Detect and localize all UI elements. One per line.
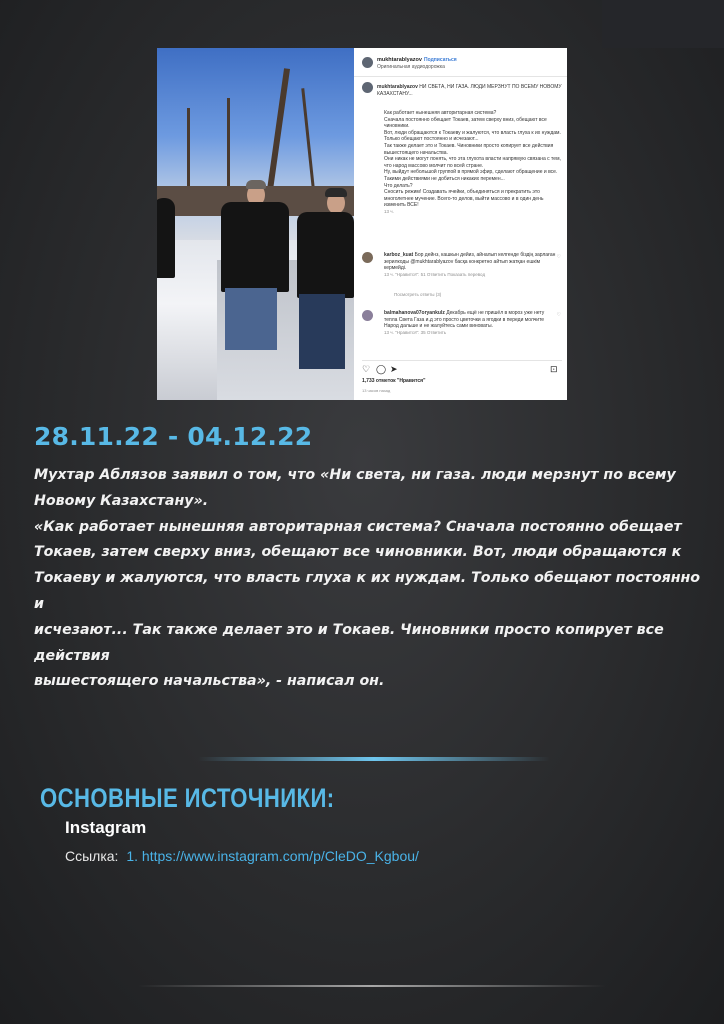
comment bbox=[384, 310, 556, 336]
bookmark-icon[interactable]: ⊡ bbox=[550, 364, 558, 374]
post-username[interactable]: mukhtarablyazov bbox=[377, 57, 422, 63]
article-line: Токаеву и жалуются, что власть глуха к их нуждам. Только обещают постоянно и bbox=[34, 570, 701, 612]
comment-avatar[interactable] bbox=[362, 310, 373, 321]
corner-block bbox=[602, 0, 724, 48]
link-label: Ссылка: bbox=[65, 848, 119, 864]
date-range: 28.11.22 - 04.12.22 bbox=[34, 422, 313, 451]
article-line: «Как работает нынешняя авторитарная система? Сначала постоянно обещает bbox=[34, 518, 682, 535]
caption-line: Сносить режим! Создавать ячейки, объединяться и прекратить это многолетнее мучение. Всего-то делов, выйти массово и в один день изменить ВСЕ! bbox=[384, 189, 544, 209]
post-photo bbox=[157, 48, 354, 400]
caption-username[interactable]: mukhtarablyazov bbox=[377, 84, 418, 90]
comment-text: Бор дейнз, кашкын дейиз, айналып келгенде біздің зарлаған зерилкоды @mukhtarablyazov басқа конкретно айтып жатқан ешкім кермейді. bbox=[384, 252, 556, 272]
article-line: вышестоящего начальства», - написал он. bbox=[34, 673, 385, 690]
post-subtitle: Оригинальная аудиодорожка bbox=[377, 64, 445, 70]
article-line: Токаев, затем сверху вниз, обещают все чиновники. Вот, люди обращаются к bbox=[34, 544, 682, 561]
sources-heading: ОСНОВНЫЕ ИСТОЧНИКИ: bbox=[40, 783, 335, 813]
follow-button[interactable]: Подписаться bbox=[424, 57, 457, 63]
comment-username[interactable]: karboz_kuat bbox=[384, 252, 414, 258]
comment-text: Декабрь ещё не пришёл в мороз уже нету тепла Света Газа и.д это просто цветочки а ягодки в переди молчите Народ дальше и не жалуйтесь сами виноваты. bbox=[384, 310, 545, 330]
post-actions bbox=[362, 360, 562, 376]
source-link[interactable]: 1. https://www.instagram.com/p/CleDO_Kgbou/ bbox=[126, 848, 419, 864]
caption-line: Как работает нынешняя авторитарная система? bbox=[384, 110, 497, 116]
instagram-post-screenshot bbox=[157, 48, 567, 400]
share-icon[interactable]: ➤ bbox=[390, 364, 398, 374]
caption-body bbox=[384, 110, 562, 216]
caption-line: Сначала постоянно обещает Токаев, затем сверху вниз, обещают все чиновники. bbox=[384, 116, 547, 130]
source-link-row bbox=[65, 848, 419, 864]
divider-bottom bbox=[138, 985, 606, 987]
comment-avatar[interactable] bbox=[362, 252, 373, 263]
comment bbox=[384, 252, 556, 278]
likes-count[interactable]: 1,733 отметок "Нравится" bbox=[362, 378, 426, 384]
caption-line: Что делать? bbox=[384, 182, 413, 189]
caption-avatar[interactable] bbox=[362, 82, 373, 93]
article-line: Новому Казахстану». bbox=[34, 492, 209, 509]
post-age: 13 часов назад bbox=[362, 388, 391, 393]
comment-icon[interactable]: ◯ bbox=[376, 364, 387, 374]
caption-line: Они никак не могут понять, что эта глухота власти напрямую связана с тем, что народ массово молчит по всей стране. bbox=[384, 156, 561, 169]
like-comment-icon[interactable]: ♡ bbox=[556, 254, 561, 260]
like-comment-icon[interactable]: ♡ bbox=[556, 312, 561, 318]
avatar[interactable] bbox=[362, 57, 373, 68]
article-line: исчезают... Так также делает это и Токаев. Чиновники просто копирует все действия bbox=[34, 621, 664, 664]
caption-title: НИ СВЕТА, НИ ГАЗА. ЛЮДИ МЕРЗНУТ ПО ВСЕМУ НОВОМУ КАЗАХСТАНУ... bbox=[377, 84, 562, 97]
article-line: Мухтар Аблязов заявил о том, что «Ни света, ни газа. люди мерзнут по всему bbox=[34, 467, 676, 483]
comment-meta: 13 ч. "Нравится": 51 Ответить Показать перевод bbox=[384, 271, 486, 277]
heart-icon[interactable]: ♡ bbox=[362, 364, 371, 374]
post-header bbox=[354, 48, 567, 77]
view-replies-link[interactable]: Посмотреть ответы (3) bbox=[394, 292, 442, 297]
caption-line: Так также делает это и Токаев. Чиновники просто копирует все действия вышестоящего начальства. bbox=[384, 142, 554, 156]
post-panel bbox=[354, 48, 567, 400]
caption-line: Ну, выйдут небольшой группой в прямой эфир, сделают обращение и все. Такими действиями не добиться никаких перемен... bbox=[384, 169, 558, 182]
comment-username[interactable]: balmahanova07oryankulz bbox=[384, 310, 445, 316]
caption-time: 13 ч. bbox=[384, 208, 394, 214]
source-platform: Instagram bbox=[65, 818, 147, 837]
divider bbox=[198, 757, 550, 761]
comment-meta: 13 ч. "Нравится": 35 Ответить bbox=[384, 329, 447, 335]
article-text bbox=[34, 463, 714, 695]
caption-line: Вот, люди обращаются к Токаеву и жалуются, что власть глуха к их нуждам. Только обещают постоянно и исчезают... bbox=[384, 129, 561, 143]
